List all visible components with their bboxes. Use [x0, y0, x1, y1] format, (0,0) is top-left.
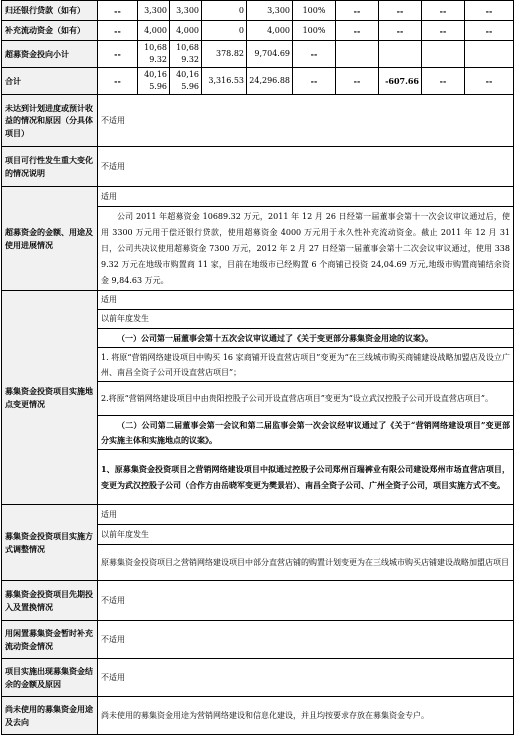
cell: --: [422, 68, 465, 95]
row-label: 合计: [2, 68, 98, 95]
section-status: 适用: [98, 187, 514, 207]
cell: -607.66: [379, 68, 422, 95]
table-row: [2, 1, 514, 21]
cell: 4,000: [247, 21, 293, 41]
section-text: 公司 2011 年超募资金 10689.32 万元，2011 年 12 月 26 日经第一届董事会第十一次会议审议通过后，使用 3300 万元用于偿还银行贷款，使用超募资金 4000 万元用于永久性补充流动资金。截止 2011 年 12 月 31 日，公司共决议使用超募资金 7300 万元，2012 年 2 月 27 日经第一届董事会第十二次会议审议通过，使用 3389.32 万元在地级市购置商 11 家，目前在地级市已经购置 6 个商铺已投资 24,04.69 万元,地级市购置商铺结余资金 9,84.63 万元。: [98, 207, 514, 291]
section-paragraph: （二）公司第二届董事会第一会议和第二届监事会第一次会议经审议通过了《关于“营销网络建设项目”变更部分实施主体和实施地点的议案》。: [98, 416, 514, 450]
section-idle-funds: [2, 621, 514, 659]
table-row: [2, 21, 514, 41]
cell: --: [465, 1, 514, 21]
section-label: 募集资金投资项目先期投入及置换情况: [2, 581, 98, 621]
cell: --: [422, 21, 465, 41]
section-label: 超募资金的金额、用途及使用进展情况: [2, 187, 98, 291]
section-unmet: [2, 95, 514, 147]
cell: 40,165.96: [138, 68, 170, 95]
section-method-change: [2, 505, 514, 525]
cell: --: [336, 68, 379, 95]
section-value: 不适用: [98, 95, 514, 147]
cell: --: [422, 1, 465, 21]
section-value: 不适用: [98, 659, 514, 697]
section-value: 不适用: [98, 621, 514, 659]
cell: 100%: [293, 1, 336, 21]
section-status: 适用: [98, 291, 514, 310]
section-label: 项目可行性发生重大变化的情况说明: [2, 147, 98, 187]
cell: 378.82: [202, 41, 247, 68]
section-location-change: [2, 291, 514, 310]
row-label: 补充流动资金（如有）: [2, 21, 98, 41]
cell: --: [465, 68, 514, 95]
cell: 10,689.32: [170, 41, 202, 68]
cell: 0: [202, 21, 247, 41]
cell: [465, 41, 514, 68]
section-paragraph: （一）公司第一届董事会第十五次会议审议通过了《关于变更部分募集资金用途的议案》。: [98, 329, 514, 348]
cell: 40,165.96: [170, 68, 202, 95]
cell: 3,300: [138, 1, 170, 21]
section-period: 以前年度发生: [98, 525, 514, 545]
section-label: 用闲置募集资金暂时补充流动资金情况: [2, 621, 98, 659]
section-label: 项目实施出现募集资金结余的金额及原因: [2, 659, 98, 697]
cell: --: [336, 1, 379, 21]
section-paragraph: 1、原募集资金投资项目之营销网络建设项目中拟通过控股子公司郑州百瑞裤业有限公司建设郑州市场直营店项目，变更为武汉控股子公司（合作方由岳晓军变更为樊景岩）、南昌全资子公司、广州全资子公司，项目实施方式不变。: [98, 450, 514, 505]
cell: --: [379, 21, 422, 41]
section-label: 募集资金投资项目实施地点变更情况: [2, 291, 98, 505]
cell: 4,000: [138, 21, 170, 41]
cell: 3,300: [247, 1, 293, 21]
cell: --: [293, 68, 336, 95]
cell: [422, 41, 465, 68]
cell: 3,316.53: [202, 68, 247, 95]
cell: 100%: [293, 21, 336, 41]
section-over-raised: [2, 187, 514, 207]
section-feasibility: [2, 147, 514, 187]
cell: 4,000: [170, 21, 202, 41]
section-prior-invest: [2, 581, 514, 621]
cell: --: [98, 1, 138, 21]
cell: 0: [202, 1, 247, 21]
cell: --: [379, 1, 422, 21]
cell: [336, 41, 379, 68]
cell: --: [98, 41, 138, 68]
table-row: [2, 41, 514, 68]
section-value: 不适用: [98, 147, 514, 187]
table-row: [2, 68, 514, 95]
cell: --: [293, 41, 336, 68]
section-surplus: [2, 659, 514, 697]
row-label: 超募资金投向小计: [2, 41, 98, 68]
section-value: 不适用: [98, 581, 514, 621]
section-unused: [2, 697, 514, 735]
cell: --: [465, 21, 514, 41]
section-period: 以前年度发生: [98, 310, 514, 329]
section-label: 募集资金投资项目实施方式调整情况: [2, 505, 98, 581]
section-paragraph: 2.将原“营销网络建设项目中由贵阳控股子公司开设直营店项目”变更为“设立武汉控股子公司开设直营店项目”。: [98, 382, 514, 416]
cell: 3,300: [170, 1, 202, 21]
cell: 24,296.88: [247, 68, 293, 95]
section-paragraph: 1. 将原“营销网络建设项目中购买 16 家商铺开设直营店项目”变更为“在三线城市购买商铺建设战略加盟店及设立广州、南昌全资子公司开设直营店项目”；: [98, 348, 514, 382]
section-status: 适用: [98, 505, 514, 525]
section-label: 未达到计划进度或预计收益的情况和原因（分具体项目）: [2, 95, 98, 147]
section-text: 原募集资金投资项目之营销网络建设项目中部分直营店铺的购置计划变更为在三线城市购买店铺建设战略加盟店项目: [98, 545, 514, 581]
fund-usage-table: [1, 0, 514, 735]
cell: --: [98, 21, 138, 41]
cell: --: [336, 21, 379, 41]
row-label: 归还银行贷款（如有）: [2, 1, 98, 21]
section-label: 尚未使用的募集资金用途及去向: [2, 697, 98, 735]
section-value: 尚未使用的募集资金用途为营销网络建设和信息化建设，并且均按要求存放在募集资金专户。: [98, 697, 514, 735]
cell: 9,704.69: [247, 41, 293, 68]
cell: 10,689.32: [138, 41, 170, 68]
cell: [379, 41, 422, 68]
cell: --: [98, 68, 138, 95]
